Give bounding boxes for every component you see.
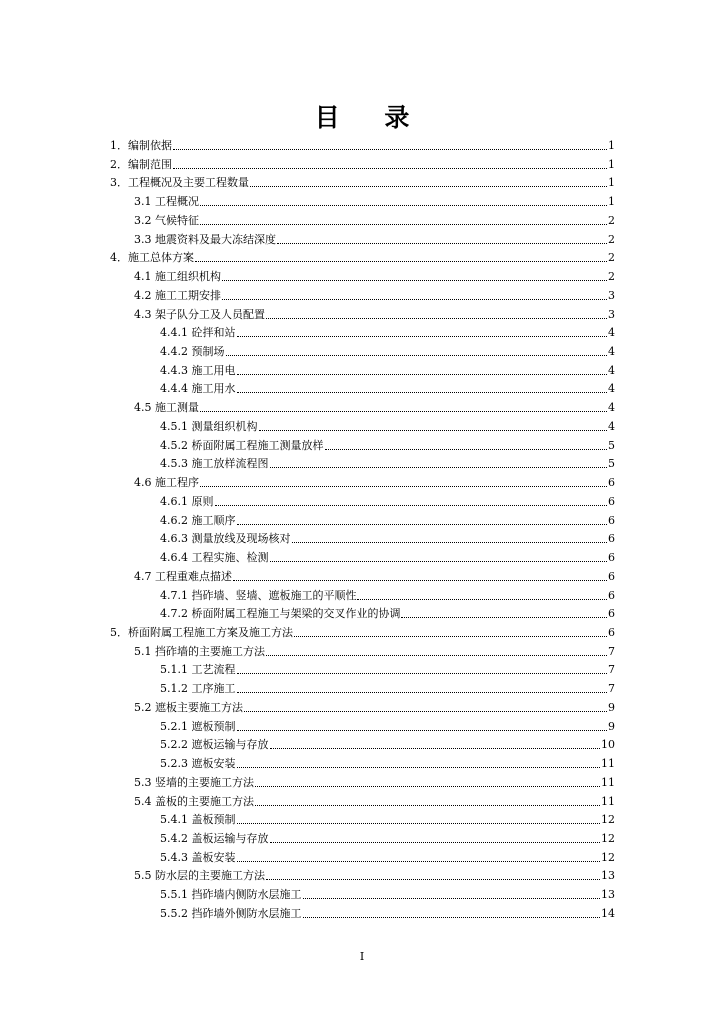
toc-entry-page: 7: [608, 682, 615, 696]
toc-entry[interactable]: [134, 640, 615, 659]
toc-entry[interactable]: [110, 246, 615, 265]
toc-entry-text: 4.4.3 施工用电: [160, 363, 236, 377]
toc-entry-text: 5.4.1 盖板预制: [160, 813, 236, 827]
dot-leader: [255, 805, 600, 806]
page-number: I: [359, 950, 365, 963]
toc-entry[interactable]: [134, 864, 615, 883]
dot-leader: [401, 617, 607, 618]
toc-entry-text: 4.6.3 测量放线及现场核对: [160, 532, 291, 546]
toc-entry-page: 12: [601, 850, 615, 864]
dot-leader: [325, 449, 608, 450]
toc-entry-text: 5.2.2 遮板运输与存放: [160, 738, 269, 752]
toc-entry-page: 6: [608, 569, 615, 583]
toc-entry[interactable]: [160, 827, 615, 846]
dot-leader: [215, 505, 608, 506]
dot-leader: [270, 748, 601, 749]
toc-entry-text: 4.7.2 桥面附属工程施工与架梁的交叉作业的协调: [160, 607, 401, 621]
toc-entry-page: 4: [608, 326, 615, 340]
toc-entry[interactable]: [160, 715, 615, 734]
dot-leader: [357, 599, 607, 600]
toc-entry-page: 13: [601, 869, 615, 883]
toc-entry-text: 5.4.2 盖板运输与存放: [160, 832, 269, 845]
toc-entry[interactable]: [160, 490, 615, 509]
dot-leader: [195, 261, 607, 262]
toc-entry-page: 5: [608, 457, 615, 471]
toc-entry[interactable]: [160, 733, 615, 752]
toc-entry-page: 2: [608, 270, 615, 284]
toc-entry-page: 4: [608, 401, 615, 415]
toc-entry[interactable]: [134, 696, 615, 715]
toc-entry-text: 3.2 气候特征: [134, 213, 199, 227]
toc-entry[interactable]: [134, 209, 615, 228]
toc-entry-text: 4.1 施工组织机构: [134, 270, 221, 284]
toc-entry-page: 9: [608, 719, 615, 733]
toc-entry-text: 5.2 遮板主要施工方法: [134, 700, 243, 714]
dot-leader: [237, 374, 608, 375]
toc-entry-page: 14: [601, 906, 615, 920]
toc-entry[interactable]: [160, 452, 615, 471]
dot-leader: [292, 542, 608, 543]
toc-entry[interactable]: [134, 771, 615, 790]
toc-entry-text: 5.3 竖墙的主要施工方法: [134, 775, 254, 789]
toc-entry[interactable]: [160, 808, 615, 827]
toc-entry-text: 5.4.3 盖板安装: [160, 850, 236, 864]
toc-entry-text: 4.7 工程重难点描述: [134, 569, 232, 583]
toc-entry-text: 5.2.1 遮板预制: [160, 719, 236, 733]
toc-entry[interactable]: [160, 321, 615, 340]
toc-entry[interactable]: [110, 134, 615, 153]
toc-title: 目 录: [314, 103, 428, 132]
toc-entry-page: 11: [601, 757, 615, 771]
toc-entry[interactable]: [160, 527, 615, 546]
dot-leader: [237, 823, 601, 824]
dot-leader: [222, 280, 607, 281]
toc-entry[interactable]: [160, 846, 615, 865]
toc-entry[interactable]: [160, 752, 615, 771]
dot-leader: [266, 655, 607, 656]
dot-leader: [259, 430, 608, 431]
toc-entry-page: 10: [601, 738, 615, 752]
dot-leader: [303, 898, 601, 899]
toc-entry[interactable]: [134, 228, 615, 247]
toc-entry-page: 6: [608, 494, 615, 508]
dot-leader: [266, 318, 607, 319]
dot-leader: [222, 299, 607, 300]
toc-entry-page: 6: [608, 588, 615, 602]
dot-leader: [233, 580, 607, 581]
toc-entry[interactable]: [160, 658, 615, 677]
dot-leader: [266, 879, 600, 880]
dot-leader: [200, 205, 607, 206]
toc-entry[interactable]: [134, 790, 615, 809]
dot-leader: [244, 711, 607, 712]
toc-entry-page: 12: [601, 832, 615, 845]
toc-entry-page: 6: [608, 607, 615, 621]
toc-entry[interactable]: [134, 565, 615, 584]
dot-leader: [237, 730, 608, 731]
toc-entry-text: 4.5.1 测量组织机构: [160, 419, 258, 433]
toc-entry-text: 5.5.1 挡砟墙内侧防水层施工: [160, 888, 302, 902]
toc-entry-page: 13: [601, 888, 615, 902]
dot-leader: [250, 186, 607, 187]
toc-entry-page: 4: [608, 363, 615, 377]
toc-entry-text: 4.3 架子队分工及人员配置: [134, 307, 265, 321]
dot-leader: [173, 149, 607, 150]
dot-leader: [303, 917, 601, 918]
toc-entry-page: 6: [608, 532, 615, 546]
dot-leader: [294, 636, 607, 637]
dot-leader: [226, 355, 608, 356]
toc-entry-page: 2: [608, 213, 615, 227]
toc-entry-text: 5.1 挡砟墙的主要施工方法: [134, 644, 265, 658]
toc-entry[interactable]: [160, 340, 615, 359]
toc-entry-page: 6: [608, 551, 615, 565]
toc-entry[interactable]: [134, 303, 615, 322]
toc-entry-text: 3.3 地震资料及最大冻结深度: [134, 232, 276, 246]
dot-leader: [237, 392, 608, 393]
toc-entry[interactable]: [134, 265, 615, 284]
toc-entry[interactable]: [160, 902, 615, 921]
toc-entry-text: 4.6.4 工程实施、检测: [160, 551, 269, 565]
toc-entry[interactable]: [160, 602, 615, 621]
toc-entry-page: 6: [608, 625, 615, 639]
toc-entry[interactable]: [134, 284, 615, 303]
toc-entry-page: 5: [608, 438, 615, 452]
dot-leader: [255, 786, 600, 787]
toc-entry-page: 6: [608, 476, 615, 490]
dot-leader: [237, 524, 608, 525]
toc-entry-page: 2: [608, 232, 615, 246]
toc-entry-text: 5.2.3 遮板安装: [160, 757, 236, 771]
toc-entry-text: 4.5 施工测量: [134, 401, 199, 415]
dot-leader: [237, 336, 608, 337]
toc-entry-page: 4: [608, 419, 615, 433]
toc-entry-text: 4.4.2 预制场: [160, 345, 225, 359]
toc-entry-page: 4: [608, 382, 615, 396]
toc-entry-text: 4.4.4 施工用水: [160, 382, 236, 396]
toc-entry-text: 3．工程概况及主要工程数量: [110, 176, 249, 190]
toc-entry-text: 1．编制依据: [110, 139, 172, 152]
toc-entry-page: 6: [608, 513, 615, 527]
toc-entry-page: 9: [608, 700, 615, 714]
dot-leader: [200, 224, 607, 225]
toc-entry[interactable]: [160, 584, 615, 603]
toc-entry-text: 4．施工总体方案: [110, 251, 194, 265]
toc-entry[interactable]: [134, 396, 615, 415]
toc-entry[interactable]: [160, 509, 615, 528]
dot-leader: [270, 561, 608, 562]
toc-entry-text: 2．编制范围: [110, 157, 172, 171]
toc-entry-page: 1: [608, 176, 615, 190]
toc-entry[interactable]: [134, 471, 615, 490]
toc-entry[interactable]: [110, 153, 615, 172]
toc-entry[interactable]: [160, 546, 615, 565]
toc-entry[interactable]: [160, 415, 615, 434]
toc-entry-text: 5.5.2 挡砟墙外侧防水层施工: [160, 906, 302, 920]
toc-entry[interactable]: [160, 677, 615, 696]
toc-entry-page: 11: [601, 775, 615, 789]
toc-entry[interactable]: [160, 434, 615, 453]
toc-entry[interactable]: [160, 377, 615, 396]
toc-entry-page: 1: [608, 157, 615, 171]
toc-entry-page: 7: [608, 644, 615, 658]
toc-entry-text: 4.6.1 原则: [160, 494, 214, 508]
toc-entry-text: 4.4.1 砼拌和站: [160, 326, 236, 340]
toc-entry-page: 4: [608, 345, 615, 359]
toc-entry[interactable]: [110, 171, 615, 190]
dot-leader: [237, 692, 608, 693]
toc-entry-text: 4.7.1 挡砟墙、竖墙、遮板施工的平顺性: [160, 588, 357, 602]
toc-entry-text: 4.6.2 施工顺序: [160, 513, 236, 527]
dot-leader: [237, 861, 601, 862]
toc-entry-text: 5.4 盖板的主要施工方法: [134, 794, 254, 808]
toc-entry-text: 3.1 工程概况: [134, 195, 199, 209]
toc-entry[interactable]: [110, 621, 615, 640]
toc-entry[interactable]: [134, 190, 615, 209]
toc-entry-text: 4.5.3 施工放样流程图: [160, 457, 269, 471]
toc-entry[interactable]: [160, 883, 615, 902]
toc-entry-text: 4.5.2 桥面附属工程施工测量放样: [160, 438, 324, 452]
toc-entry-page: 3: [608, 307, 615, 321]
dot-leader: [200, 411, 607, 412]
dot-leader: [237, 767, 601, 768]
toc-entry-text: 4.2 施工工期安排: [134, 288, 221, 302]
toc-entry-page: 1: [608, 139, 615, 152]
toc-entry-page: 12: [601, 813, 615, 827]
dot-leader: [270, 842, 601, 843]
dot-leader: [173, 168, 607, 169]
dot-leader: [270, 467, 608, 468]
toc-entry-text: 5．桥面附属工程施工方案及施工方法: [110, 625, 293, 639]
toc-entry-page: 11: [601, 794, 615, 808]
toc-entry-page: 3: [608, 288, 615, 302]
toc-entry-page: 7: [608, 663, 615, 677]
toc-entry-text: 5.1.2 工序施工: [160, 682, 236, 696]
toc-entry-text: 4.6 施工程序: [134, 476, 199, 490]
toc-entry-text: 5.1.1 工艺流程: [160, 663, 236, 677]
toc-entry-page: 1: [608, 195, 615, 209]
toc-entry[interactable]: [160, 359, 615, 378]
dot-leader: [200, 486, 607, 487]
dot-leader: [237, 673, 608, 674]
toc-entry-text: 5.5 防水层的主要施工方法: [134, 869, 265, 883]
dot-leader: [277, 243, 607, 244]
toc-entry-page: 2: [608, 251, 615, 265]
